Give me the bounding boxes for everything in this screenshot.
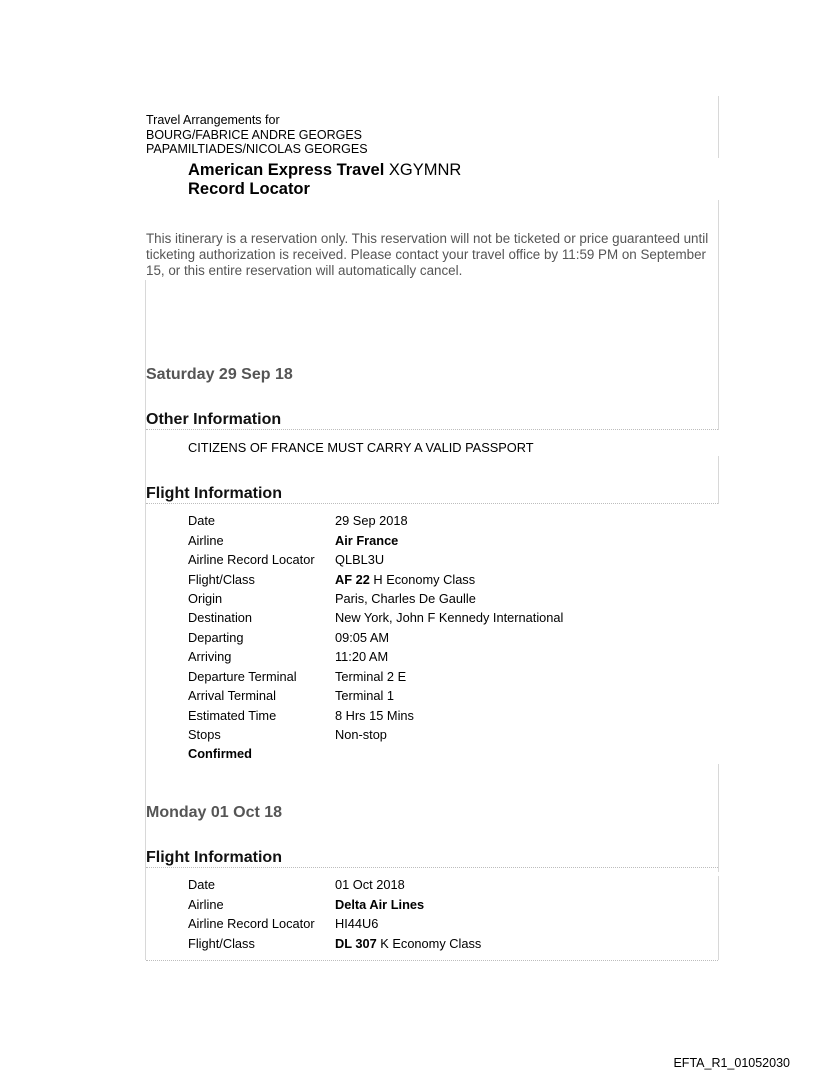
agency-block [188,161,461,199]
table-row [188,686,563,705]
field-value: 8 Hrs 15 Mins [335,707,414,723]
flight-class: H Economy Class [369,571,476,587]
frame-divider [718,200,719,430]
field-label: Departure Terminal [188,668,297,684]
day-heading: Saturday 29 Sep 18 [146,366,293,383]
field-label: Airline Record Locator [188,916,315,932]
section-heading-other-info: Other Information [146,411,282,428]
field-value: Non-stop [335,727,387,743]
field-value: HI44U6 [335,916,379,932]
field-label: Arriving [188,649,232,665]
flight-details-table [188,511,563,764]
field-value: Paris, Charles De Gaulle [335,590,476,606]
table-row [188,933,481,952]
section-divider [146,503,718,504]
field-label: Airline [188,532,224,548]
section-divider [146,867,718,868]
table-row [188,725,563,744]
frame-divider [718,96,719,158]
table-row [188,894,481,913]
field-label: Flight/Class [188,571,255,587]
field-label: Airline [188,896,224,912]
section-heading-flight-info: Flight Information [146,485,282,502]
traveler-header [146,113,368,157]
field-label: Date [188,513,216,529]
frame-divider [718,876,719,960]
field-value [335,569,563,588]
table-row [188,628,563,647]
table-row [188,914,481,933]
field-value: 29 Sep 2018 [335,513,408,529]
table-row [188,705,563,724]
field-value: Delta Air Lines [335,896,425,912]
table-row [188,589,563,608]
table-row [188,875,481,894]
field-value: 01 Oct 2018 [335,877,405,893]
field-label: Airline Record Locator [188,552,315,568]
field-value: QLBL3U [335,552,385,568]
table-row [188,667,563,686]
flight-number: AF 22 [335,571,370,587]
field-label: Origin [188,590,223,606]
table-row [188,511,563,530]
traveler-name: BOURG/FABRICE ANDRE GEORGES [146,127,363,142]
field-label: Departing [188,629,244,645]
section-heading-flight-info: Flight Information [146,849,282,866]
section-divider [146,429,718,430]
agency-name: American Express Travel [188,161,385,179]
reservation-notice: This itinerary is a reservation only. This reservation will not be ticketed or price guaranteed until ticketing authorization is received. Please contact your travel office by 11:59 PM on September 15, or this entire reservation will automatically cancel. [146,231,709,279]
field-value: New York, John F Kennedy International [335,610,564,626]
field-label: Destination [188,610,253,626]
field-label: Flight/Class [188,935,255,951]
frame-divider [718,456,719,504]
flight-class: K Economy Class [376,935,482,951]
table-row [188,608,563,627]
table-row [188,569,563,588]
other-info-text: CITIZENS OF FRANCE MUST CARRY A VALID PASSPORT [188,440,534,455]
frame-divider [718,764,719,872]
table-row [188,530,563,549]
field-label: Stops [188,727,221,743]
traveler-name: PAPAMILTIADES/NICOLAS GEORGES [146,142,368,157]
record-locator-code: XGYMNR [388,161,462,179]
field-label: Arrival Terminal [188,688,276,704]
field-value [335,933,481,952]
field-value: 09:05 AM [335,629,390,645]
flight-number: DL 307 [335,935,377,951]
field-value: Air France [335,532,399,548]
table-row [188,550,563,569]
table-row [188,647,563,666]
flight-details-table [188,875,481,953]
field-label: Estimated Time [188,707,277,723]
booking-status: Confirmed [188,746,252,762]
field-label: Date [188,877,216,893]
field-value: 11:20 AM [335,649,389,665]
travel-intro: Travel Arrangements for [146,113,280,127]
table-row [188,744,563,763]
document-id: EFTA_R1_01052030 [673,1056,790,1070]
day-heading: Monday 01 Oct 18 [146,804,283,821]
field-value: Terminal 1 [335,688,395,704]
section-divider [146,960,718,961]
record-locator-label: Record Locator [188,180,310,198]
field-value: Terminal 2 E [335,668,407,684]
